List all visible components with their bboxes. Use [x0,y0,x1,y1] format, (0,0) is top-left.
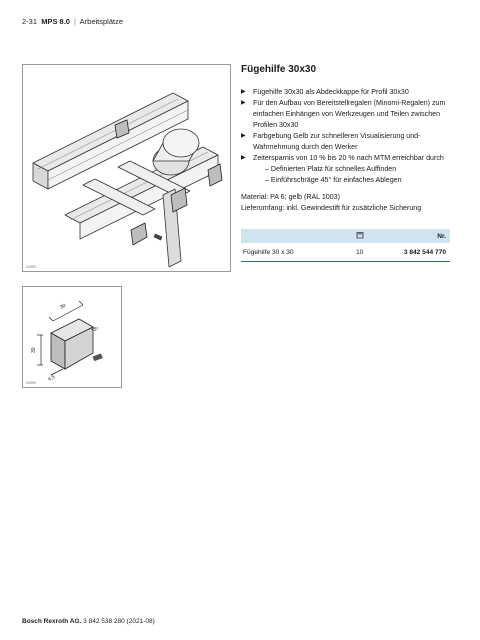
page-number: 2-31 [22,17,38,26]
header-separator: | [74,17,76,26]
feature-item: ▶ Farbgebung Gelb zur schnelleren Visualisierung und-Wahrnehmung durch den Werker [241,132,421,151]
profile-assembly-drawing [23,65,230,271]
feature-item: ▶ Zeitersparnis von 10 % bis 20 % nach MTM erreichbar durch – Definierten Platz für schnelles Auffinden – Einführschräge 45° für einfaches Ablegen [241,153,456,186]
product-title: Fügehilfe 30x30 [241,64,317,75]
footer-company: Bosch Rexroth AG. [22,618,82,625]
table-row [241,243,450,262]
dim-top: 30 [59,302,67,311]
dim-side: 30 [31,347,37,353]
order-table [241,229,450,262]
dim-angle: 45° [91,327,99,333]
dim-bottom: 4,5 [47,374,57,383]
product-name: MPS 8.0 [41,17,70,26]
delivery-line: Lieferumfang: inkl. Gewindestift für zusätzliche Sicherung [241,204,422,212]
feature-item: ▶ Fügehilfe 30x30 als Abdeckkappe für Profil 30x30 [241,88,409,96]
product-description [241,64,456,214]
feature-item: ▶ Für den Aufbau von Bereitstellregalen (Minomi-Regalen) zum einfachen Einhängen von Werkzeugen und Teilen zwischen Profilen 30x30 [241,99,446,129]
bullet-arrow-icon: ▶ [241,100,246,106]
bullet-arrow-icon: ▶ [241,133,246,139]
order-table-header [241,229,450,243]
dimension-drawing [23,287,121,387]
bullet-arrow-icon: ▶ [241,89,246,95]
detail-illustration [22,286,122,388]
detail-set-screw [93,353,103,361]
footer-doc: 3 842 538 280 (2021-08) [83,618,155,625]
section-name: Arbeitsplätze [79,17,124,26]
figure-id-detail: 21994 [26,381,36,385]
feature-sub-list [253,164,456,186]
package-quantity-icon [356,231,364,239]
material-line: Material: PA 6; gelb (RAL 1003) [241,193,340,201]
page-footer [22,618,155,625]
feature-sub-item: – Definierten Platz für schnelles Auffinden [265,165,397,173]
row-name: Fügehilfe 30 x 30 [241,243,350,262]
set-screw [154,233,163,240]
bullet-arrow-icon: ▶ [241,155,246,161]
material-info [241,192,456,214]
main-illustration [22,64,231,272]
feature-sub-item: – Einführschräge 45° für einfaches Ablegen [265,176,402,184]
page-header [22,17,123,26]
feature-list [241,87,456,186]
quantity-column-header [350,229,397,243]
figure-id-main: 21993 [26,265,36,269]
nr-column-header: Nr. [397,229,450,243]
row-quantity: 10 [350,243,397,262]
row-part-number: 3 842 544 770 [397,243,450,262]
joining-aid-1 [131,223,147,245]
